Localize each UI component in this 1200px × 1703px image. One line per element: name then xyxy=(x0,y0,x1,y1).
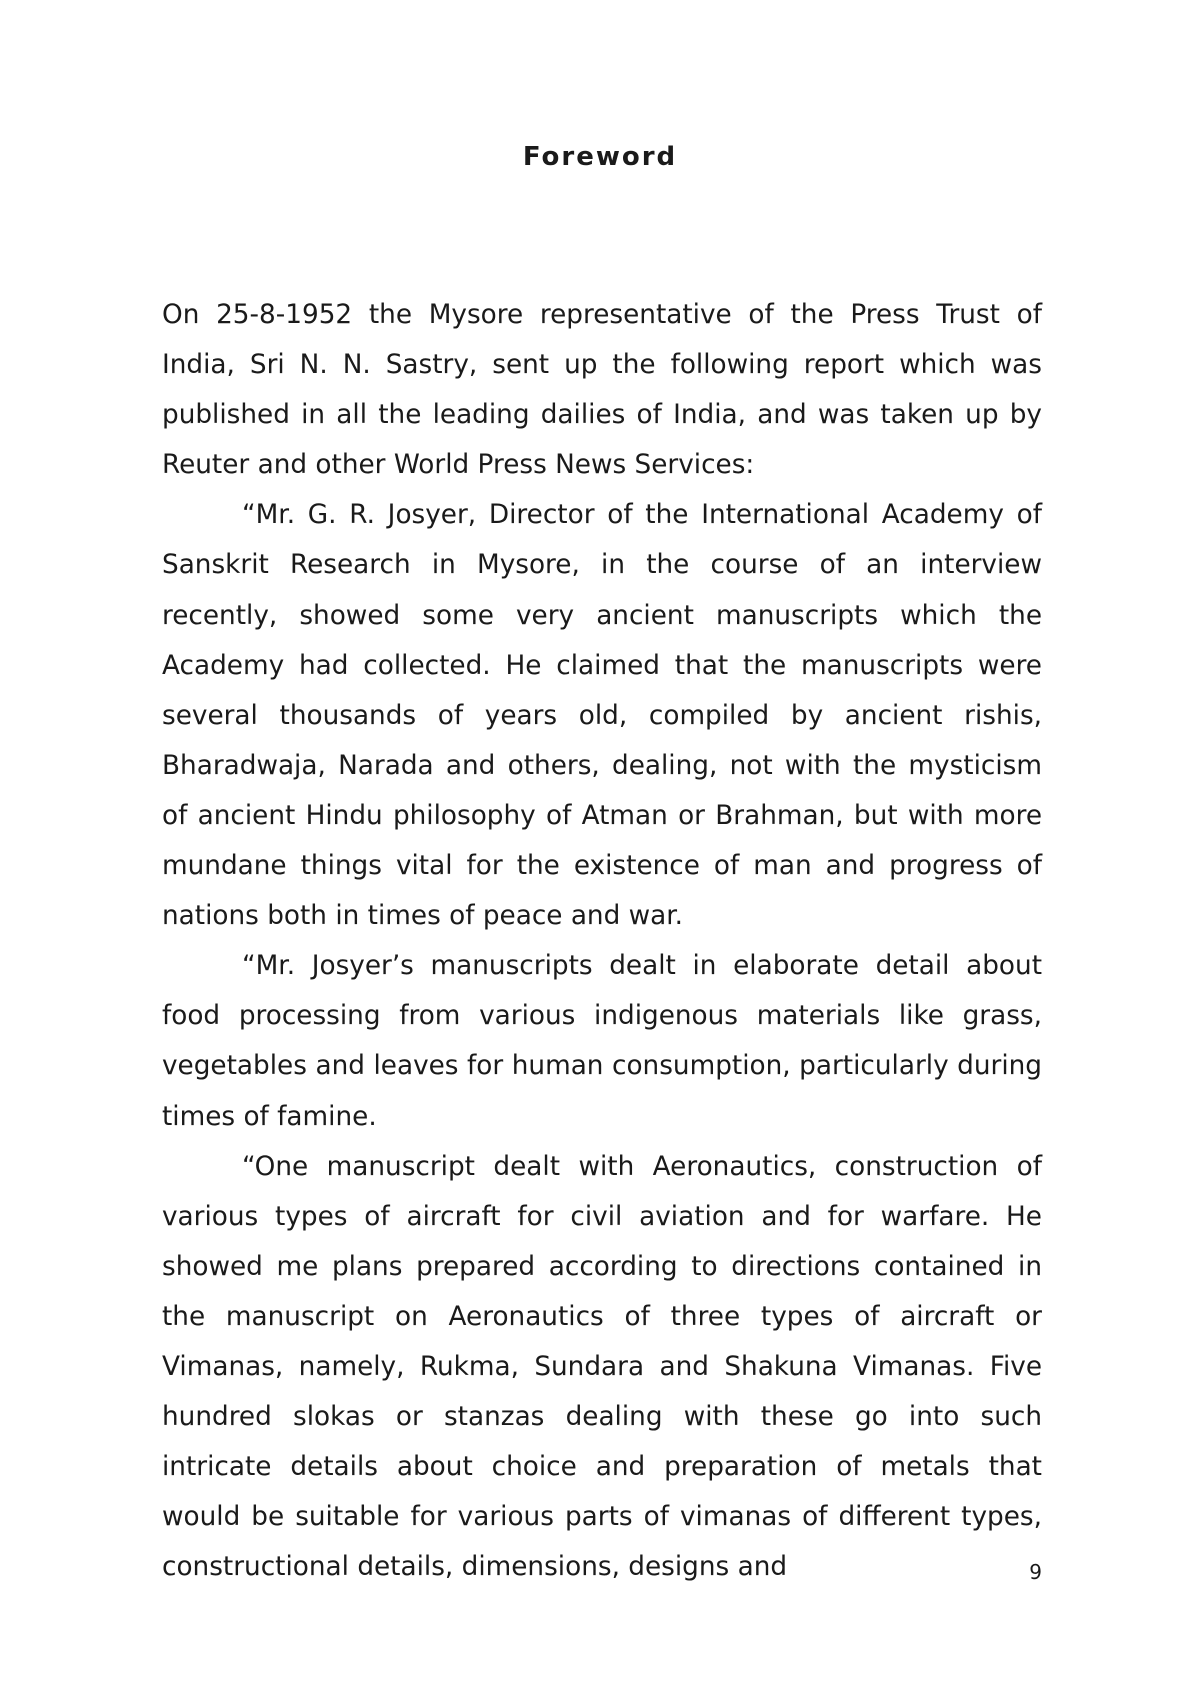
paragraph: “Mr. G. R. Josyer, Director of the International Academy of Sanskrit Research in Mysore, in the course of an interview recently, showed some very ancient manuscripts which the Academy had collected. He claimed that the manuscripts were several thousands of years old, compiled by ancient rishis, Bharadwaja, Narada and others, dealing, not with the mysticism of ancient Hindu philosophy of Atman or Brahman, but with more mundane things vital for the existence of man and progress of nations both in times of peace and war. xyxy=(162,500,1042,932)
body-text xyxy=(162,290,1042,1592)
page-number: 9 xyxy=(1029,1560,1042,1584)
paragraph: On 25-8-1952 the Mysore representative of the Press Trust of India, Sri N. N. Sastry, sent up the following report which was published in all the leading dailies of India, and was taken up by Reuter and other World Press News Services: xyxy=(162,300,1042,481)
page-title: Foreword xyxy=(522,142,678,172)
paragraph: “Mr. Josyer’s manuscripts dealt in elaborate detail about food processing from various indigenous materials like grass, vegetables and leaves for human consumption, particularly during times of famine. xyxy=(162,951,1042,1132)
paragraph: “One manuscript dealt with Aeronautics, construction of various types of aircraft for civil aviation and for warfare. He showed me plans prepared according to directions contained in the manuscript on Aeronautics of three types of aircraft or Vimanas, namely, Rukma, Sundara and Shakuna Vimanas. Five hundred slokas or stanzas dealing with these go into such intricate details about choice and preparation of metals that would be suitable for various parts of vimanas of different types, constructional details, dimensions, designs and xyxy=(162,1151,1042,1583)
